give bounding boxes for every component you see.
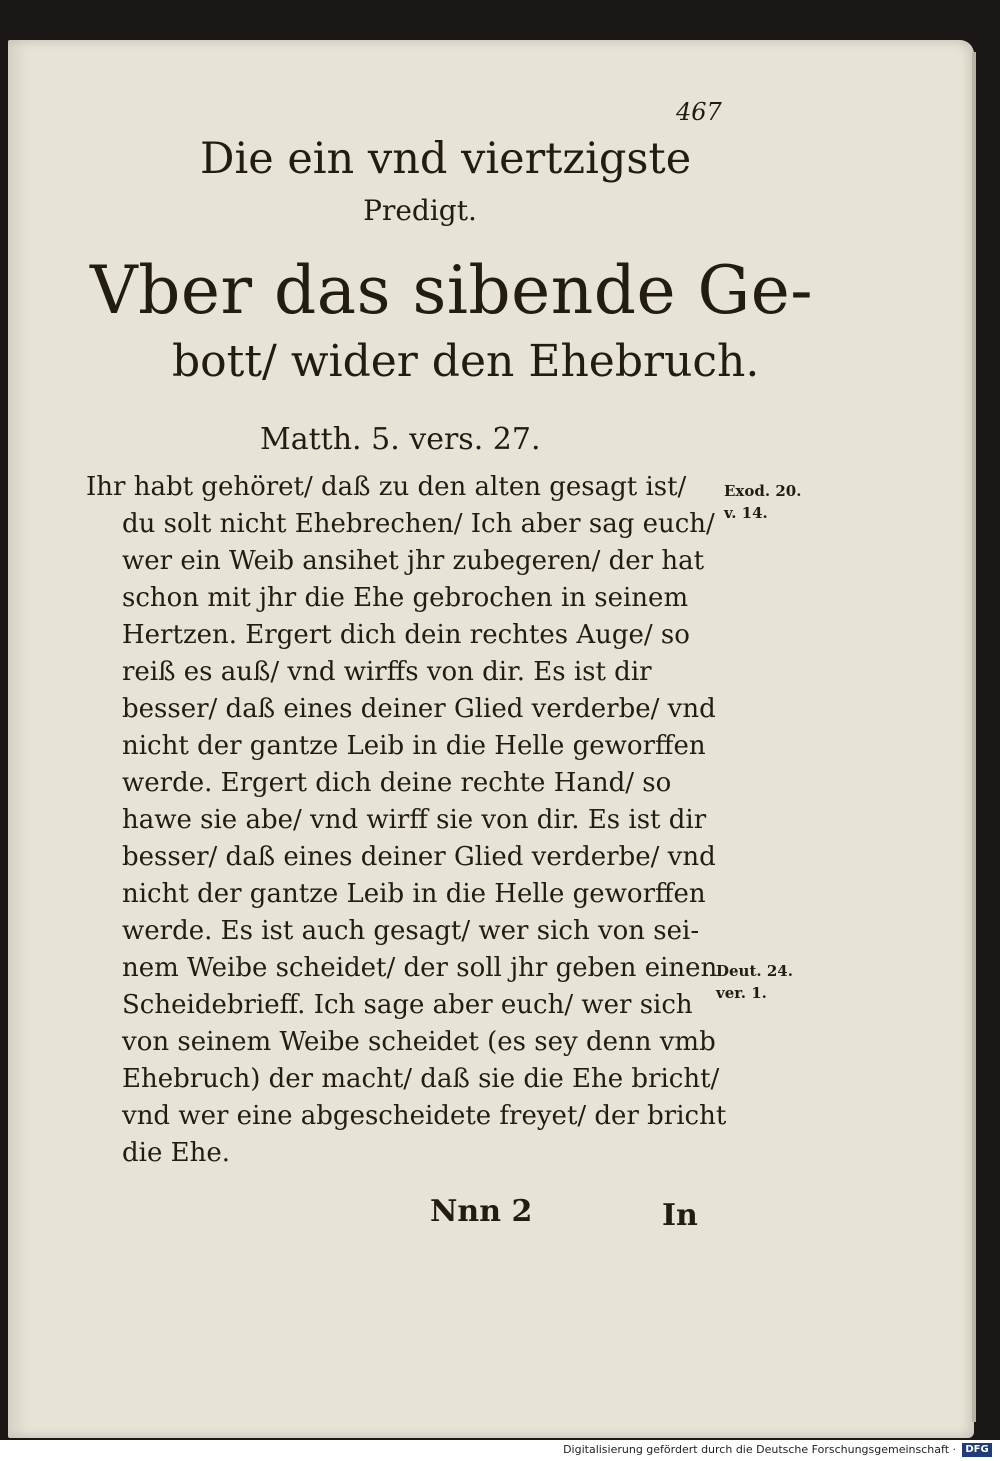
body-line: nicht der gantze Leib in die Helle geworffen	[122, 879, 706, 909]
body-line: besser/ daß eines deiner Glied verderbe/ vnd	[122, 842, 716, 872]
page-number: 467	[676, 98, 722, 126]
sermon-title: Die ein vnd viertzigste	[200, 134, 692, 184]
body-line: Ihr habt gehöret/ daß zu den alten gesagt ist/	[86, 472, 687, 502]
scripture-reference: Matth. 5. vers. 27.	[260, 422, 541, 457]
body-line: nem Weibe scheidet/ der soll jhr geben einen	[122, 953, 718, 983]
body-line: du solt nicht Ehebrechen/ Ich aber sag euch/	[122, 509, 715, 539]
body-line: Scheidebrieff. Ich sage aber euch/ wer sich	[122, 990, 693, 1020]
dfg-logo: DFG	[962, 1443, 992, 1457]
body-line: hawe sie abe/ vnd wirff sie von dir. Es ist dir	[122, 805, 707, 835]
margin-note-line: v. 14.	[724, 504, 768, 522]
body-line: die Ehe.	[122, 1138, 230, 1168]
signature-mark: Nnn 2	[430, 1194, 533, 1229]
margin-note-line: ver. 1.	[716, 984, 767, 1002]
body-line: Ehebruch) der macht/ daß sie die Ehe bricht/	[122, 1064, 720, 1094]
page-edge	[972, 52, 976, 1422]
body-line: werde. Es ist auch gesagt/ wer sich von sei-	[122, 916, 700, 946]
body-line: nicht der gantze Leib in die Helle geworffen	[122, 731, 706, 761]
body-line: werde. Ergert dich deine rechte Hand/ so	[122, 768, 672, 798]
heading-line-1: Vber das sibende Ge-	[90, 252, 814, 329]
sermon-subtitle: Predigt.	[363, 194, 477, 227]
margin-note-exodus	[724, 480, 801, 524]
footer-bar	[0, 1440, 1000, 1461]
body-line: Hertzen. Ergert dich dein rechtes Auge/ so	[122, 620, 690, 650]
funding-notice: Digitalisierung gefördert durch die Deutsche Forschungsgemeinschaft ·	[563, 1443, 956, 1456]
margin-note-line: Deut. 24.	[716, 962, 793, 980]
body-line: besser/ daß eines deiner Glied verderbe/ vnd	[122, 694, 716, 724]
body-line: von seinem Weibe scheidet (es sey denn vmb	[122, 1027, 716, 1057]
heading-line-2: bott/ wider den Ehebruch.	[172, 336, 760, 387]
body-line: schon mit jhr die Ehe gebrochen in seinem	[122, 583, 689, 613]
catchword: In	[662, 1198, 698, 1233]
body-line: vnd wer eine abgescheidete freyet/ der bricht	[122, 1101, 727, 1131]
margin-note-deuteronomy	[716, 960, 793, 1004]
margin-note-line: Exod. 20.	[724, 482, 802, 500]
body-line: reiß es auß/ vnd wirffs von dir. Es ist dir	[122, 657, 652, 687]
body-line: wer ein Weib ansihet jhr zubegeren/ der hat	[122, 546, 705, 576]
